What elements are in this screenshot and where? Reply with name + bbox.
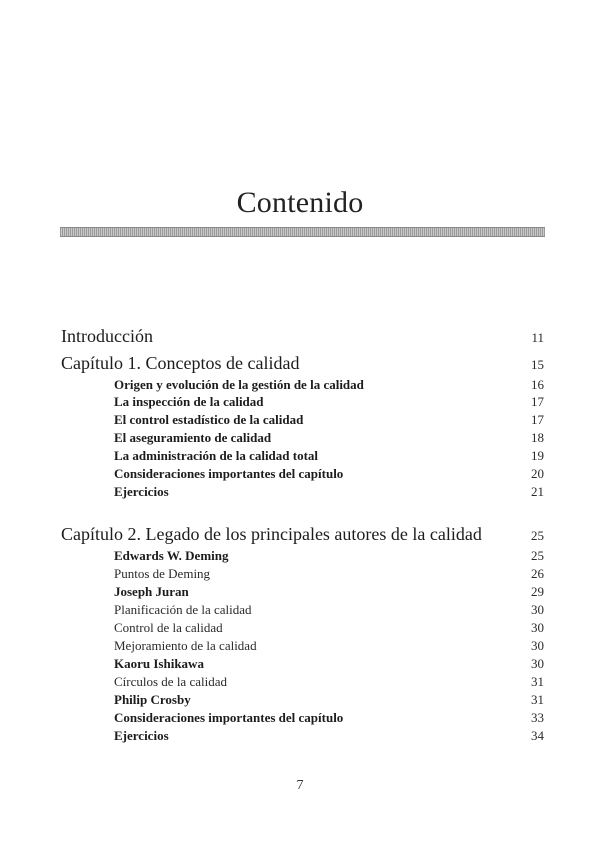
toc-entry-page-number: 30: [531, 638, 544, 653]
toc-entry-label: Capítulo 2. Legado de los principales autores de la calidad: [61, 524, 482, 544]
toc-entry-page-number: 11: [531, 330, 544, 345]
toc-entry-page-number: 15: [531, 357, 544, 372]
toc-section-entry: [0, 447, 600, 464]
toc-section-entry: [0, 429, 600, 446]
toc-entry-label: Kaoru Ishikawa: [114, 656, 204, 671]
page-title: Contenido: [236, 186, 364, 219]
title-rule: [60, 227, 545, 237]
toc-entry-label: Control de la calidad: [114, 620, 223, 635]
toc-entry-label: Planificación de la calidad: [114, 602, 252, 617]
toc-section-entry: [0, 393, 600, 410]
toc-entry-label: Edwards W. Deming: [114, 548, 229, 563]
toc-entry-page-number: 25: [531, 548, 544, 563]
toc-section-entry: [0, 376, 600, 393]
toc-entry-page-number: 30: [531, 620, 544, 635]
toc-entry-label: Mejoramiento de la calidad: [114, 638, 257, 653]
toc-entry-page-number: 34: [531, 728, 544, 743]
toc-section-entry: [0, 601, 600, 618]
toc-section-entry: [0, 583, 600, 600]
toc-entry-page-number: 29: [531, 584, 544, 599]
toc-entry-label: La inspección de la calidad: [114, 394, 264, 409]
page-number: 7: [296, 778, 304, 793]
toc-entry-label: La administración de la calidad total: [114, 448, 319, 463]
toc-entry-label: Círculos de la calidad: [114, 674, 227, 689]
toc-entry-page-number: 25: [531, 528, 544, 543]
toc-entry-label: El aseguramiento de calidad: [114, 430, 272, 445]
toc-entry-page-number: 31: [531, 674, 544, 689]
toc-section-entry: [0, 691, 600, 708]
toc-entry-page-number: 20: [531, 466, 544, 481]
toc-entry-page-number: 33: [531, 710, 544, 725]
toc-section-entry: [0, 565, 600, 582]
toc-section-entry: [0, 619, 600, 636]
toc-section-entry: [0, 637, 600, 654]
toc-entry-page-number: 30: [531, 656, 544, 671]
toc-entry-label: Puntos de Deming: [114, 566, 211, 581]
toc-entry-label: Ejercicios: [114, 484, 169, 499]
toc-section-entry: [0, 465, 600, 482]
toc-entry-label: El control estadístico de la calidad: [114, 412, 304, 427]
toc-section-entry: [0, 673, 600, 690]
toc-entry-label: Capítulo 1. Conceptos de calidad: [61, 353, 300, 373]
toc-section-entry: [0, 411, 600, 428]
toc-section-entry: [0, 547, 600, 564]
toc-entry-page-number: 16: [531, 377, 544, 392]
toc-entry-page-number: 19: [531, 448, 544, 463]
toc-section-entry: [0, 709, 600, 726]
toc-entry-label: Consideraciones importantes del capítulo: [114, 710, 344, 725]
toc-entry-label: Introducción: [61, 326, 153, 346]
toc-entry-page-number: 21: [531, 484, 544, 499]
toc-entry-page-number: 31: [531, 692, 544, 707]
toc-entry-label: Philip Crosby: [114, 692, 191, 707]
toc-entry-page-number: 17: [531, 412, 544, 427]
toc-chapter-entry: [0, 325, 600, 347]
toc-entry-label: Ejercicios: [114, 728, 169, 743]
toc-entry-page-number: 17: [531, 394, 544, 409]
toc-chapter-entry: [0, 523, 600, 545]
toc-section-entry: [0, 727, 600, 744]
toc-section-entry: [0, 483, 600, 500]
toc-entry-label: Consideraciones importantes del capítulo: [114, 466, 344, 481]
toc-entry-page-number: 26: [531, 566, 544, 581]
toc-entry-page-number: 30: [531, 602, 544, 617]
toc-chapter-entry: [0, 352, 600, 374]
toc-section-entry: [0, 655, 600, 672]
toc-entry-label: Origen y evolución de la gestión de la calidad: [114, 377, 364, 392]
toc-entry-page-number: 18: [531, 430, 544, 445]
toc-entry-label: Joseph Juran: [114, 584, 189, 599]
